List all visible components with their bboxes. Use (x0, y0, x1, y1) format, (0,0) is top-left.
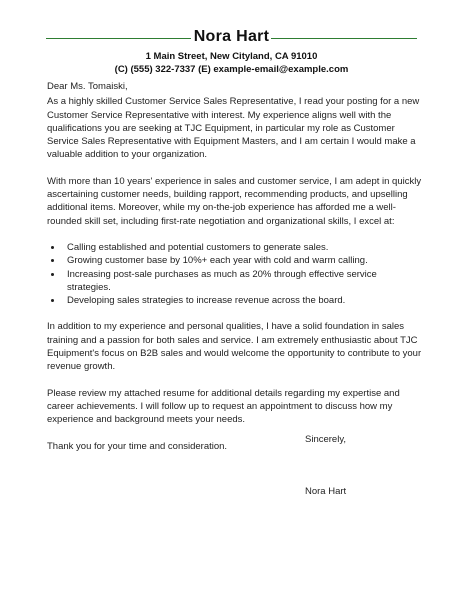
signature-name: Nora Hart (305, 486, 347, 497)
salutation: Dear Ms. Tomaiski, (47, 81, 128, 92)
sender-name: Nora Hart (193, 28, 270, 45)
list-item: • Increasing post-sale purchases as much as 20% through effective service strategies. (63, 268, 422, 295)
sender-address: 1 Main Street, New Cityland, CA 91010 (145, 51, 318, 62)
sender-contact-info: (C) (555) 322-7337 (E) example-email@example.com (114, 64, 349, 75)
paragraph: Thank you for your time and consideration. (47, 440, 228, 452)
closing: Sincerely, (305, 434, 347, 445)
paragraph: Please review my attached resume for additional details regarding my expertise and career achievements. I will follow up to request an appointment to discuss how my experience and background meets your needs. (47, 387, 400, 426)
paragraph: In addition to my experience and personal qualities, I have a solid foundation in sales training and a passion for both sales and service. I am extremely enthusiastic about TJC Equipment's focus on B2B sales and would welcome the opportunity to contribute to your revenue growth. (47, 321, 422, 373)
list-item: • Developing sales strategies to increase revenue across the board. (63, 294, 422, 307)
letter-body (47, 80, 422, 466)
list-item: • Calling established and potential customers to generate sales. (63, 241, 422, 254)
skills-list (47, 241, 422, 307)
list-item: • Growing customer base by 10%+ each year with cold and warm calling. (63, 254, 422, 267)
paragraph: As a highly skilled Customer Service Sales Representative, I read your posting for a new Customer Service Representative with interest. My experience aligns well with the qualifications you are seeking at TJC Equipment, in particular my role as Customer Service Sales Representative with Equipment Masters, and I am certain I would make a valuable addition to your organization. (47, 96, 420, 161)
paragraph: With more than 10 years' experience in sales and customer service, I am adept in quickly ascertaining customer needs, building rapport, recommending products, and upselling additional items. Moreover, while my on-the-job experience has afforded me a well-rounded skill set, including first-rate negotiation and organizational skills, I excel at: (47, 175, 422, 227)
